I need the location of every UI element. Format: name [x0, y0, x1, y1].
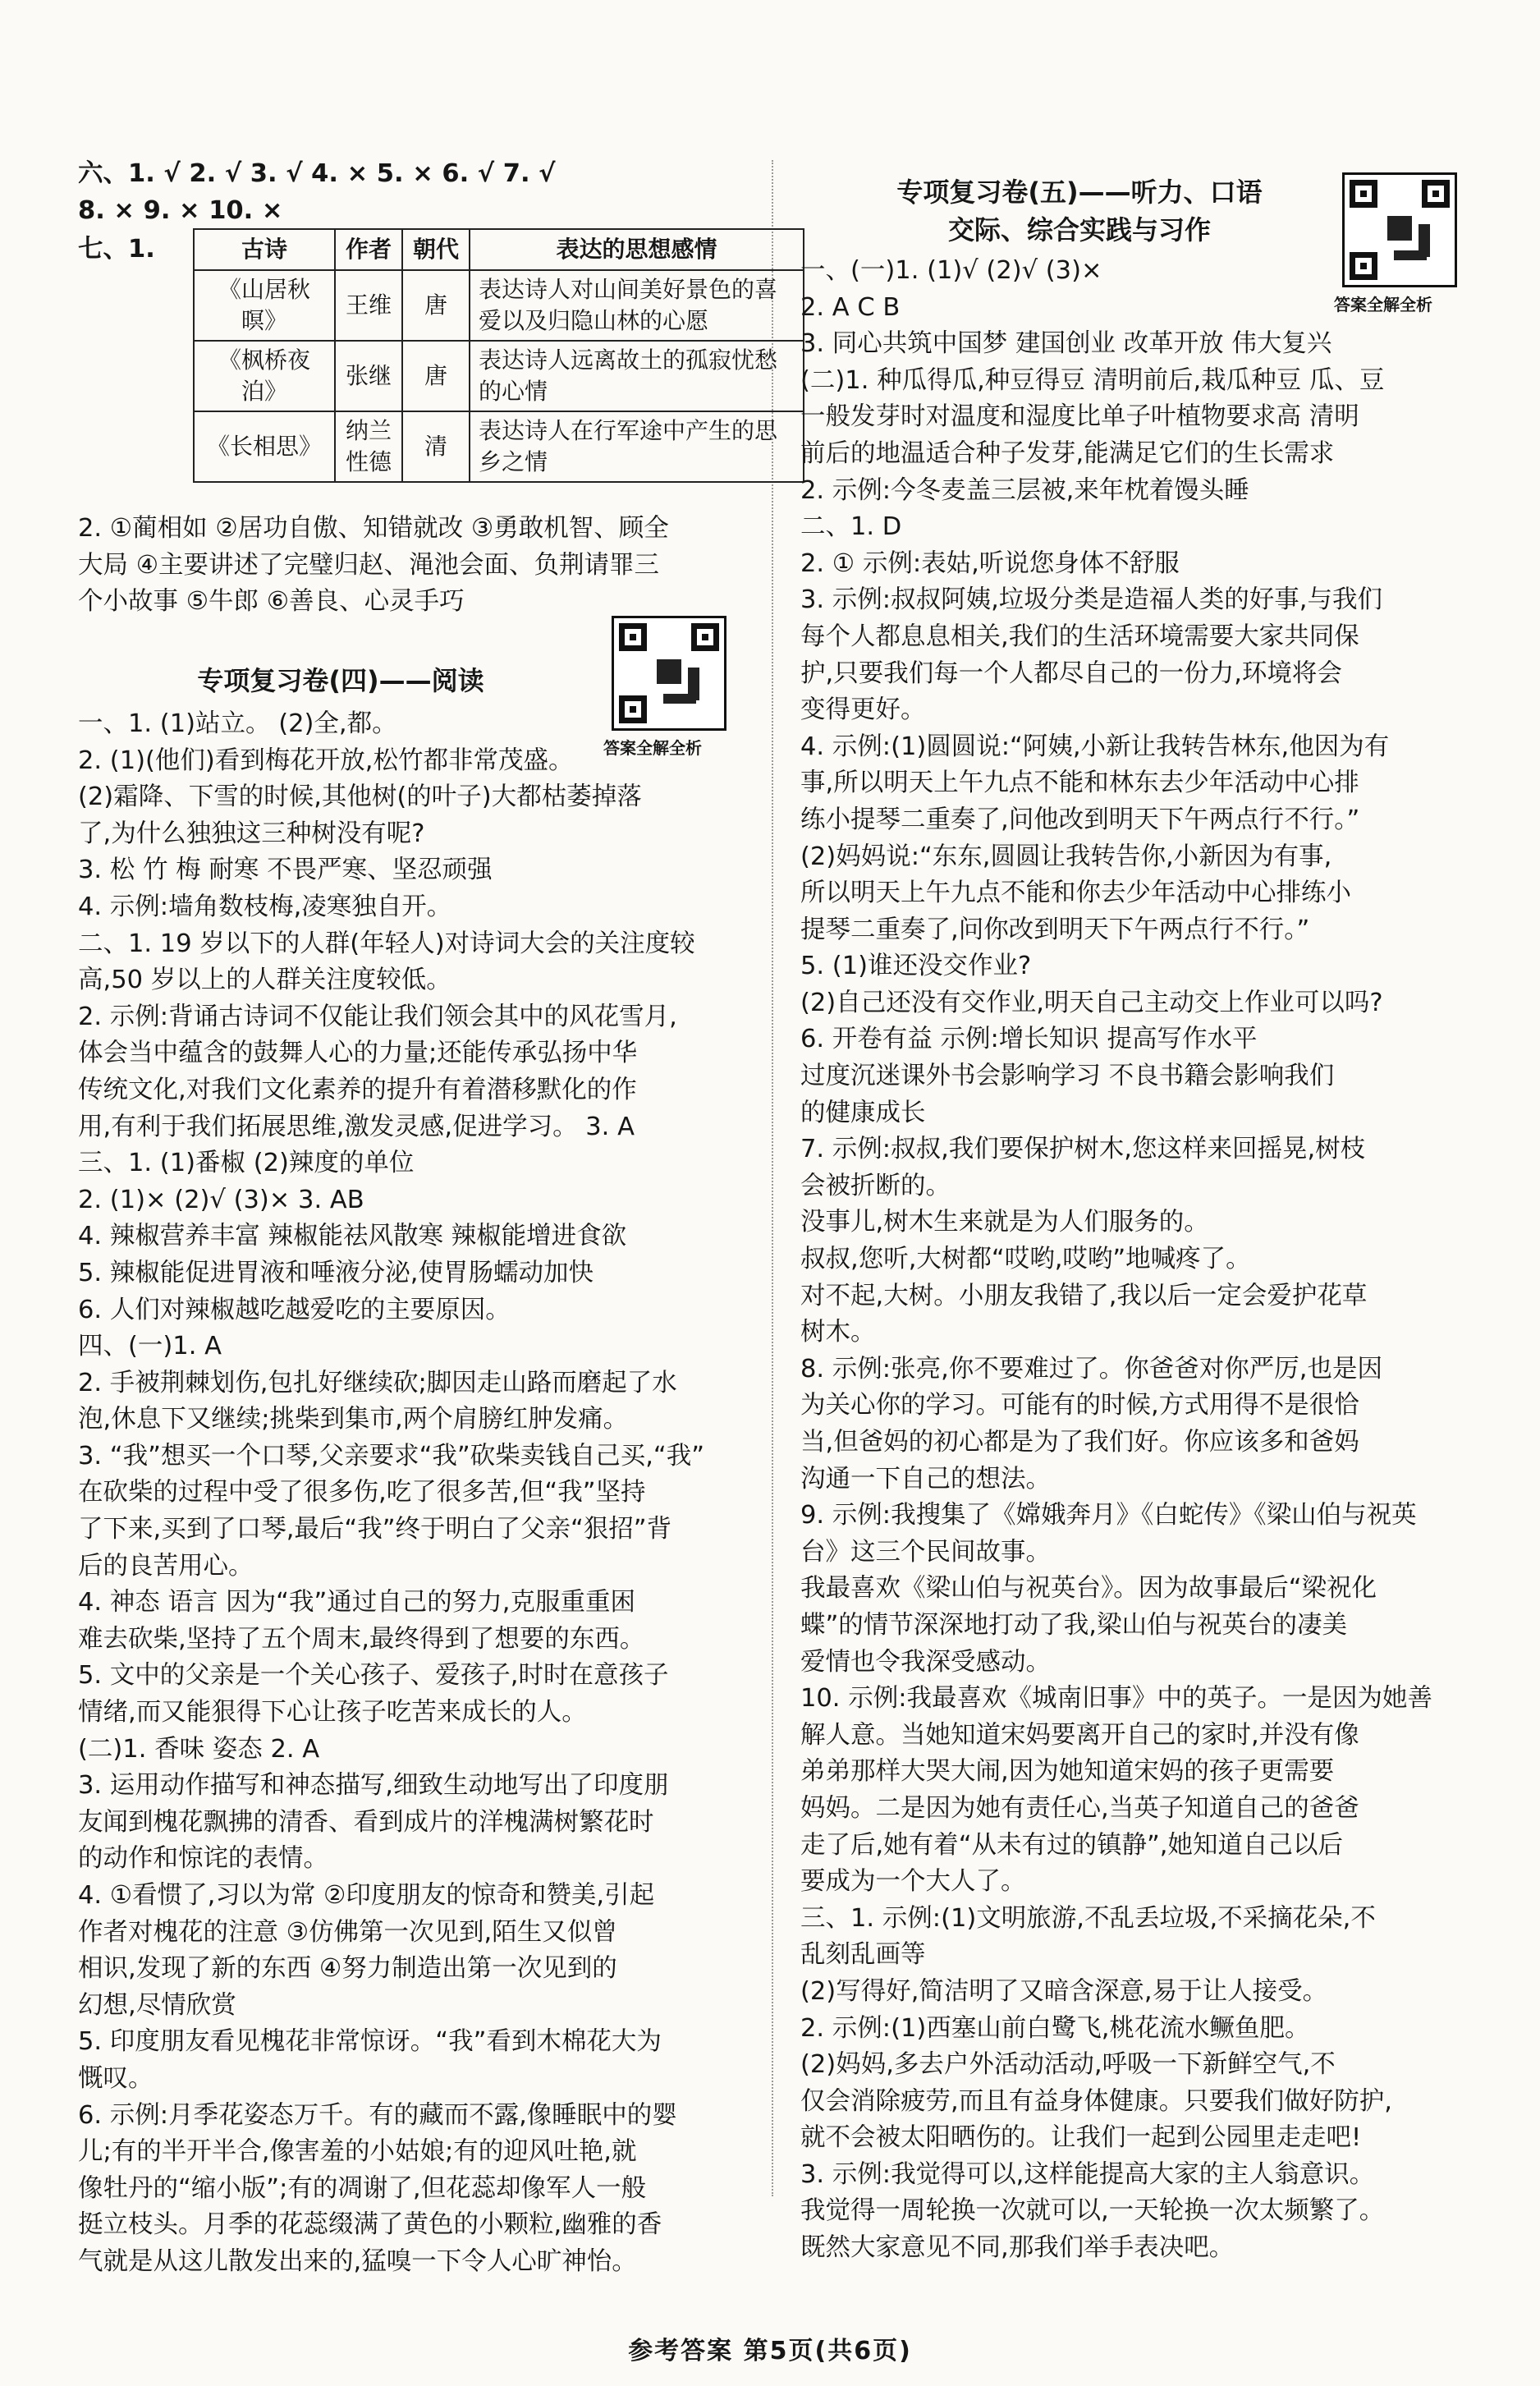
answer-line: (2)妈妈说:“东东,圆圆让我转告你,小新因为有事,: [800, 842, 1332, 871]
answer-line: 6. 开卷有益 示例:增长知识 提高写作水平: [800, 1025, 1258, 1054]
answer-line: 仅会消除疲劳,而且有益身体健康。只要我们做好防护,: [800, 2086, 1392, 2116]
answer-line: 妈妈。二是因为她有责任心,当英子知道自己的爸爸: [800, 1793, 1359, 1823]
answer-line: 用,有利于我们拓展思维,激发灵感,促进学习。 3. A: [78, 1112, 635, 1141]
answer-line: 乱刻乱画等: [800, 1940, 926, 1970]
answer-line: 当,但爸妈的初心都是为了我们好。你应该多和爸妈: [800, 1428, 1359, 1457]
answer-line: 过度沉迷课外书会影响学习 不良书籍会影响我们: [800, 1062, 1335, 1091]
answer-line: 2. A C B: [800, 292, 901, 322]
answer-line: 在砍柴的过程中受了很多伤,吃了很多苦,但“我”坚持: [78, 1478, 646, 1507]
answer-line: 大局 ④主要讲述了完璧归赵、渑池会面、负荆请罪三: [78, 550, 660, 580]
answer-line: 5. (1)谁还没交作业?: [800, 952, 1032, 981]
answer-line: (二)1. 香味 姿态 2. A: [78, 1734, 320, 1764]
answer-line: 三、1. 示例:(1)文明旅游,不乱丢垃圾,不采摘花朵,不: [800, 1903, 1376, 1933]
answer-line: 幻想,尽情欣赏: [78, 1990, 236, 2020]
table-header-row: [194, 229, 804, 270]
section-title: 专项复习卷(五)——听力、口语: [896, 177, 1263, 208]
answer-line: 气就是从这儿散发出来的,猛嗅一下令人心旷神怡。: [78, 2246, 637, 2276]
table-cell: 唐: [402, 270, 470, 341]
answer-line: 6. 示例:月季花姿态万千。有的藏而不露,像睡眠中的婴: [78, 2100, 677, 2130]
answer-line: 高,50 岁以上的人群关注度较低。: [78, 966, 451, 995]
answer-line: 8. 示例:张亮,你不要难过了。你爸爸对你严厉,也是因: [800, 1354, 1382, 1383]
left-column: [78, 156, 778, 2276]
answer-line: 会被折断的。: [800, 1171, 951, 1200]
answer-line: 二、1. D: [800, 512, 902, 542]
section-title: 专项复习卷(四)——阅读: [197, 665, 484, 696]
table-cell: 《长相思》: [194, 411, 335, 482]
answer-line: 走了后,她有着“从未有过的镇静”,她知道自己以后: [800, 1830, 1343, 1860]
answer-line: 护,只要我们每一个人都尽自己的一份力,环境将会: [800, 658, 1342, 688]
answer-line: 二、1. 19 岁以下的人群(年轻人)对诗词大会的关注度较: [78, 929, 695, 958]
answer-line: 四、(一)1. A: [78, 1332, 222, 1361]
table-cell: 《枫桥夜泊》: [194, 341, 335, 411]
answer-line: 2. 示例:背诵古诗词不仅能让我们领会其中的风花雪月,: [78, 1002, 677, 1031]
table-header: 表达的思想感情: [470, 229, 804, 270]
answer-line: 为关心你的学习。可能有的时候,方式用得不是很恰: [800, 1391, 1359, 1420]
answer-line: 作者对槐花的注意 ③仿佛第一次见到,陌生又似曾: [78, 1917, 617, 1947]
answer-line: 我最喜欢《梁山伯与祝英台》。因为故事最后“梁祝化: [800, 1574, 1377, 1604]
answer-line: 3. 示例:叔叔阿姨,垃圾分类是造福人类的好事,与我们: [800, 585, 1382, 615]
answer-line: 2. 手被荆棘划伤,包扎好继续砍;脚因走山路而磨起了水: [78, 1368, 677, 1397]
table-row: [194, 411, 804, 482]
answer-line: 5. 印度朋友看见槐花非常惊讶。“我”看到木棉花大为: [78, 2027, 662, 2057]
answer-line: 4. ①看惯了,习以为常 ②印度朋友的惊奇和赞美,引起: [78, 1881, 655, 1910]
section-7-rest: [78, 511, 743, 621]
answer-line: 三、1. (1)番椒 (2)辣度的单位: [78, 1149, 415, 1178]
answer-line: 4. 神态 语言 因为“我”通过自己的努力,克服重重困: [78, 1588, 635, 1617]
answer-line: 一般发芽时对温度和湿度比单子叶植物要求高 清明: [800, 402, 1359, 432]
answer-line: 4. 辣椒营养丰富 辣椒能祛风散寒 辣椒能增进食欲: [78, 1222, 627, 1251]
answer-line: 5. 文中的父亲是一个关心孩子、爱孩子,时时在意孩子: [78, 1661, 669, 1691]
answer-line: 相识,发现了新的东西 ④努力制造出第一次见到的: [78, 1954, 617, 1984]
listening-answers: [800, 253, 1474, 2267]
answer-line: 3. “我”想买一个口琴,父亲要求“我”砍柴卖钱自己买,“我”: [78, 1441, 704, 1471]
table-cell: 表达诗人远离故土的孤寂忧愁的心情: [470, 341, 804, 411]
answer-line: 六、1. √ 2. √ 3. √ 4. × 5. × 6. √ 7. √: [78, 159, 556, 188]
table-row: [194, 270, 804, 341]
answer-line: 3. 示例:我觉得可以,这样能提高大家的主人翁意识。: [800, 2159, 1375, 2189]
table-cell: 《山居秋暝》: [194, 270, 335, 341]
answer-line: 3. 松 竹 梅 耐寒 不畏严寒、坚忍顽强: [78, 856, 493, 885]
answer-line: 2. ①蔺相如 ②居功自傲、知错就改 ③勇敢机智、顾全: [78, 514, 669, 543]
answer-line: 所以明天上午九点不能和你去少年活动中心排练小: [800, 879, 1351, 908]
answer-line: (2)霜降、下雪的时候,其他树(的叶子)大都枯萎掉落: [78, 782, 642, 812]
answer-line: 慨叹。: [78, 2063, 154, 2093]
answer-line: 事,所以明天上午九点不能和林东去少年活动中心排: [800, 769, 1359, 798]
poem-table: [193, 228, 804, 483]
table-header: 作者: [335, 229, 402, 270]
answer-line: 前后的地温适合种子发芽,能满足它们的生长需求: [800, 438, 1335, 468]
table-cell: 表达诗人在行军途中产生的思乡之情: [470, 411, 804, 482]
table-cell: 张继: [335, 341, 402, 411]
answer-line: 爱情也令我深受感动。: [800, 1647, 1051, 1677]
reading-answers: [78, 706, 743, 2281]
answer-line: 传统文化,对我们文化素养的提升有着潜移默化的作: [78, 1075, 637, 1104]
answer-line: 了下来,买到了口琴,最后“我”终于明白了父亲“狠招”背: [78, 1515, 672, 1544]
answer-line: (2)写得好,简洁明了又暗含深意,易于让人接受。: [800, 1976, 1328, 2006]
answer-line: 10. 示例:我最喜欢《城南旧事》中的英子。一是因为她善: [800, 1684, 1432, 1714]
answer-line: 2. 示例:(1)西塞山前白鹭飞,桃花流水鳜鱼肥。: [800, 2013, 1310, 2043]
answer-line: 8. × 9. × 10. ×: [78, 195, 283, 225]
answer-line: 了,为什么独独这三种树没有呢?: [78, 819, 425, 848]
answer-line: 提琴二重奏了,问你改到明天下午两点行不行。”: [800, 915, 1310, 944]
answer-line: 2. (1)× (2)√ (3)× 3. AB: [78, 1185, 364, 1214]
answer-line: 没事儿,树木生来就是为人们服务的。: [800, 1208, 1209, 1237]
answer-line: 解人意。当她知道宋妈要离开自己的家时,并没有像: [800, 1720, 1359, 1750]
answer-line: 树木。: [800, 1318, 876, 1347]
table-cell: 王维: [335, 270, 402, 341]
answer-line: 2. 示例:今冬麦盖三层被,来年枕着馒头睡: [800, 475, 1249, 505]
answer-line: 要成为一个大人了。: [800, 1867, 1026, 1897]
answer-line: 一、(一)1. (1)√ (2)√ (3)×: [800, 256, 1102, 285]
answer-line: 就不会被太阳晒伤的。让我们一起到公园里走走吧!: [800, 2123, 1362, 2153]
answer-line: 难去砍柴,坚持了五个周末,最终得到了想要的东西。: [78, 1624, 645, 1654]
answer-line: 沟通一下自己的想法。: [800, 1464, 1051, 1494]
answer-line: 情绪,而又能狠得下心让孩子吃苦来成长的人。: [78, 1698, 587, 1728]
answer-line: 我觉得一周轮换一次就可以,一天轮换一次太频繁了。: [800, 2196, 1385, 2226]
answer-line: 2. (1)(他们)看到梅花开放,松竹都非常茂盛。: [78, 746, 574, 775]
answer-line: 2. ① 示例:表姑,听说您身体不舒服: [800, 548, 1180, 578]
qr-label: 答案全解全析: [1334, 295, 1432, 314]
answer-line: (2)自己还没有交作业,明天自己主动交上作业可以吗?: [800, 988, 1383, 1017]
answer-line: 3. 运用动作描写和神态描写,细致生动地写出了印度朋: [78, 1771, 669, 1801]
answer-line: 变得更好。: [800, 695, 926, 725]
answer-line: 叔叔,您听,大树都“哎哟,哎哟”地喊疼了。: [800, 1245, 1251, 1274]
qr-label: 答案全解全析: [603, 738, 702, 758]
answer-line: 3. 同心共筑中国梦 建国创业 改革开放 伟大复兴: [800, 329, 1332, 359]
answer-line: 像牡丹的“缩小版”;有的凋谢了,但花蕊却像军人一般: [78, 2173, 647, 2203]
answer-line: (2)妈妈,多去户外活动活动,呼吸一下新鲜空气,不: [800, 2050, 1336, 2080]
table-cell: 纳兰性德: [335, 411, 402, 482]
answer-line: 蝶”的情节深深地打动了我,梁山伯与祝英台的凄美: [800, 1610, 1347, 1640]
answer-line: (二)1. 种瓜得瓜,种豆得豆 清明前后,栽瓜种豆 瓜、豆: [800, 365, 1385, 395]
answer-line: 既然大家意见不同,那我们举手表决吧。: [800, 2233, 1235, 2263]
answer-line: 练小提琴二重奏了,问他改到明天下午两点行不行。”: [800, 805, 1360, 834]
answer-line: 4. 示例:墙角数枝梅,凌寒独自开。: [78, 892, 452, 921]
answer-line: 弟弟那样大哭大闹,因为她知道宋妈的孩子更需要: [800, 1757, 1335, 1787]
section-title-cont: 交际、综合实践与习作: [947, 214, 1211, 245]
answer-line: 的健康成长: [800, 1098, 926, 1127]
table-row: [194, 341, 804, 411]
answer-line: 5. 辣椒能促进胃液和唾液分泌,使胃肠蠕动加快: [78, 1258, 594, 1287]
table-cell: 唐: [402, 341, 470, 411]
table-header: 古诗: [194, 229, 335, 270]
table-cell: 清: [402, 411, 470, 482]
answer-line: 9. 示例:我搜集了《嫦娥奔月》《白蛇传》《梁山伯与祝英: [800, 1501, 1417, 1530]
answer-line: 6. 人们对辣椒越吃越爱吃的主要原因。: [78, 1295, 511, 1324]
answer-line: 一、1. (1)站立。 (2)全,都。: [78, 709, 397, 738]
answer-line: 后的良苦用心。: [78, 1551, 254, 1581]
answer-line: 4. 示例:(1)圆圆说:“阿姨,小新让我转告林东,他因为有: [800, 732, 1390, 761]
answer-line: 台》这三个民间故事。: [800, 1537, 1051, 1567]
answer-line: 挺立枝头。月季的花蕊缀满了黄色的小颗粒,幽雅的香: [78, 2210, 662, 2240]
table-header: 朝代: [402, 229, 470, 270]
page-footer: 参考答案 第5页(共6页): [628, 2337, 912, 2365]
answer-line: 友闻到槐花飘拂的清香、看到成片的洋槐满树繁花时: [78, 1807, 654, 1837]
answer-line: 体会当中蕴含的鼓舞人心的力量;还能传承弘扬中华: [78, 1039, 638, 1068]
table-cell: 表达诗人对山间美好景色的喜爱以及归隐山林的心愿: [470, 270, 804, 341]
answer-line: 泡,休息下又继续;挑柴到集市,两个肩膀红肿发痛。: [78, 1405, 629, 1434]
answer-line: 儿;有的半开半合,像害羞的小姑娘;有的迎风吐艳,就: [78, 2137, 637, 2167]
answer-line: 7. 示例:叔叔,我们要保护树木,您这样来回摇晃,树枝: [800, 1135, 1366, 1164]
section-7-label: 七、1.: [78, 235, 155, 264]
answer-line: 对不起,大树。小朋友我错了,我以后一定会爱护花草: [800, 1281, 1368, 1310]
answer-line: 个小故事 ⑤牛郎 ⑥善良、心灵手巧: [78, 587, 465, 617]
answer-line: 的动作和惊诧的表情。: [78, 1844, 328, 1874]
answer-line: 每个人都息息相关,我们的生活环境需要大家共同保: [800, 622, 1359, 651]
